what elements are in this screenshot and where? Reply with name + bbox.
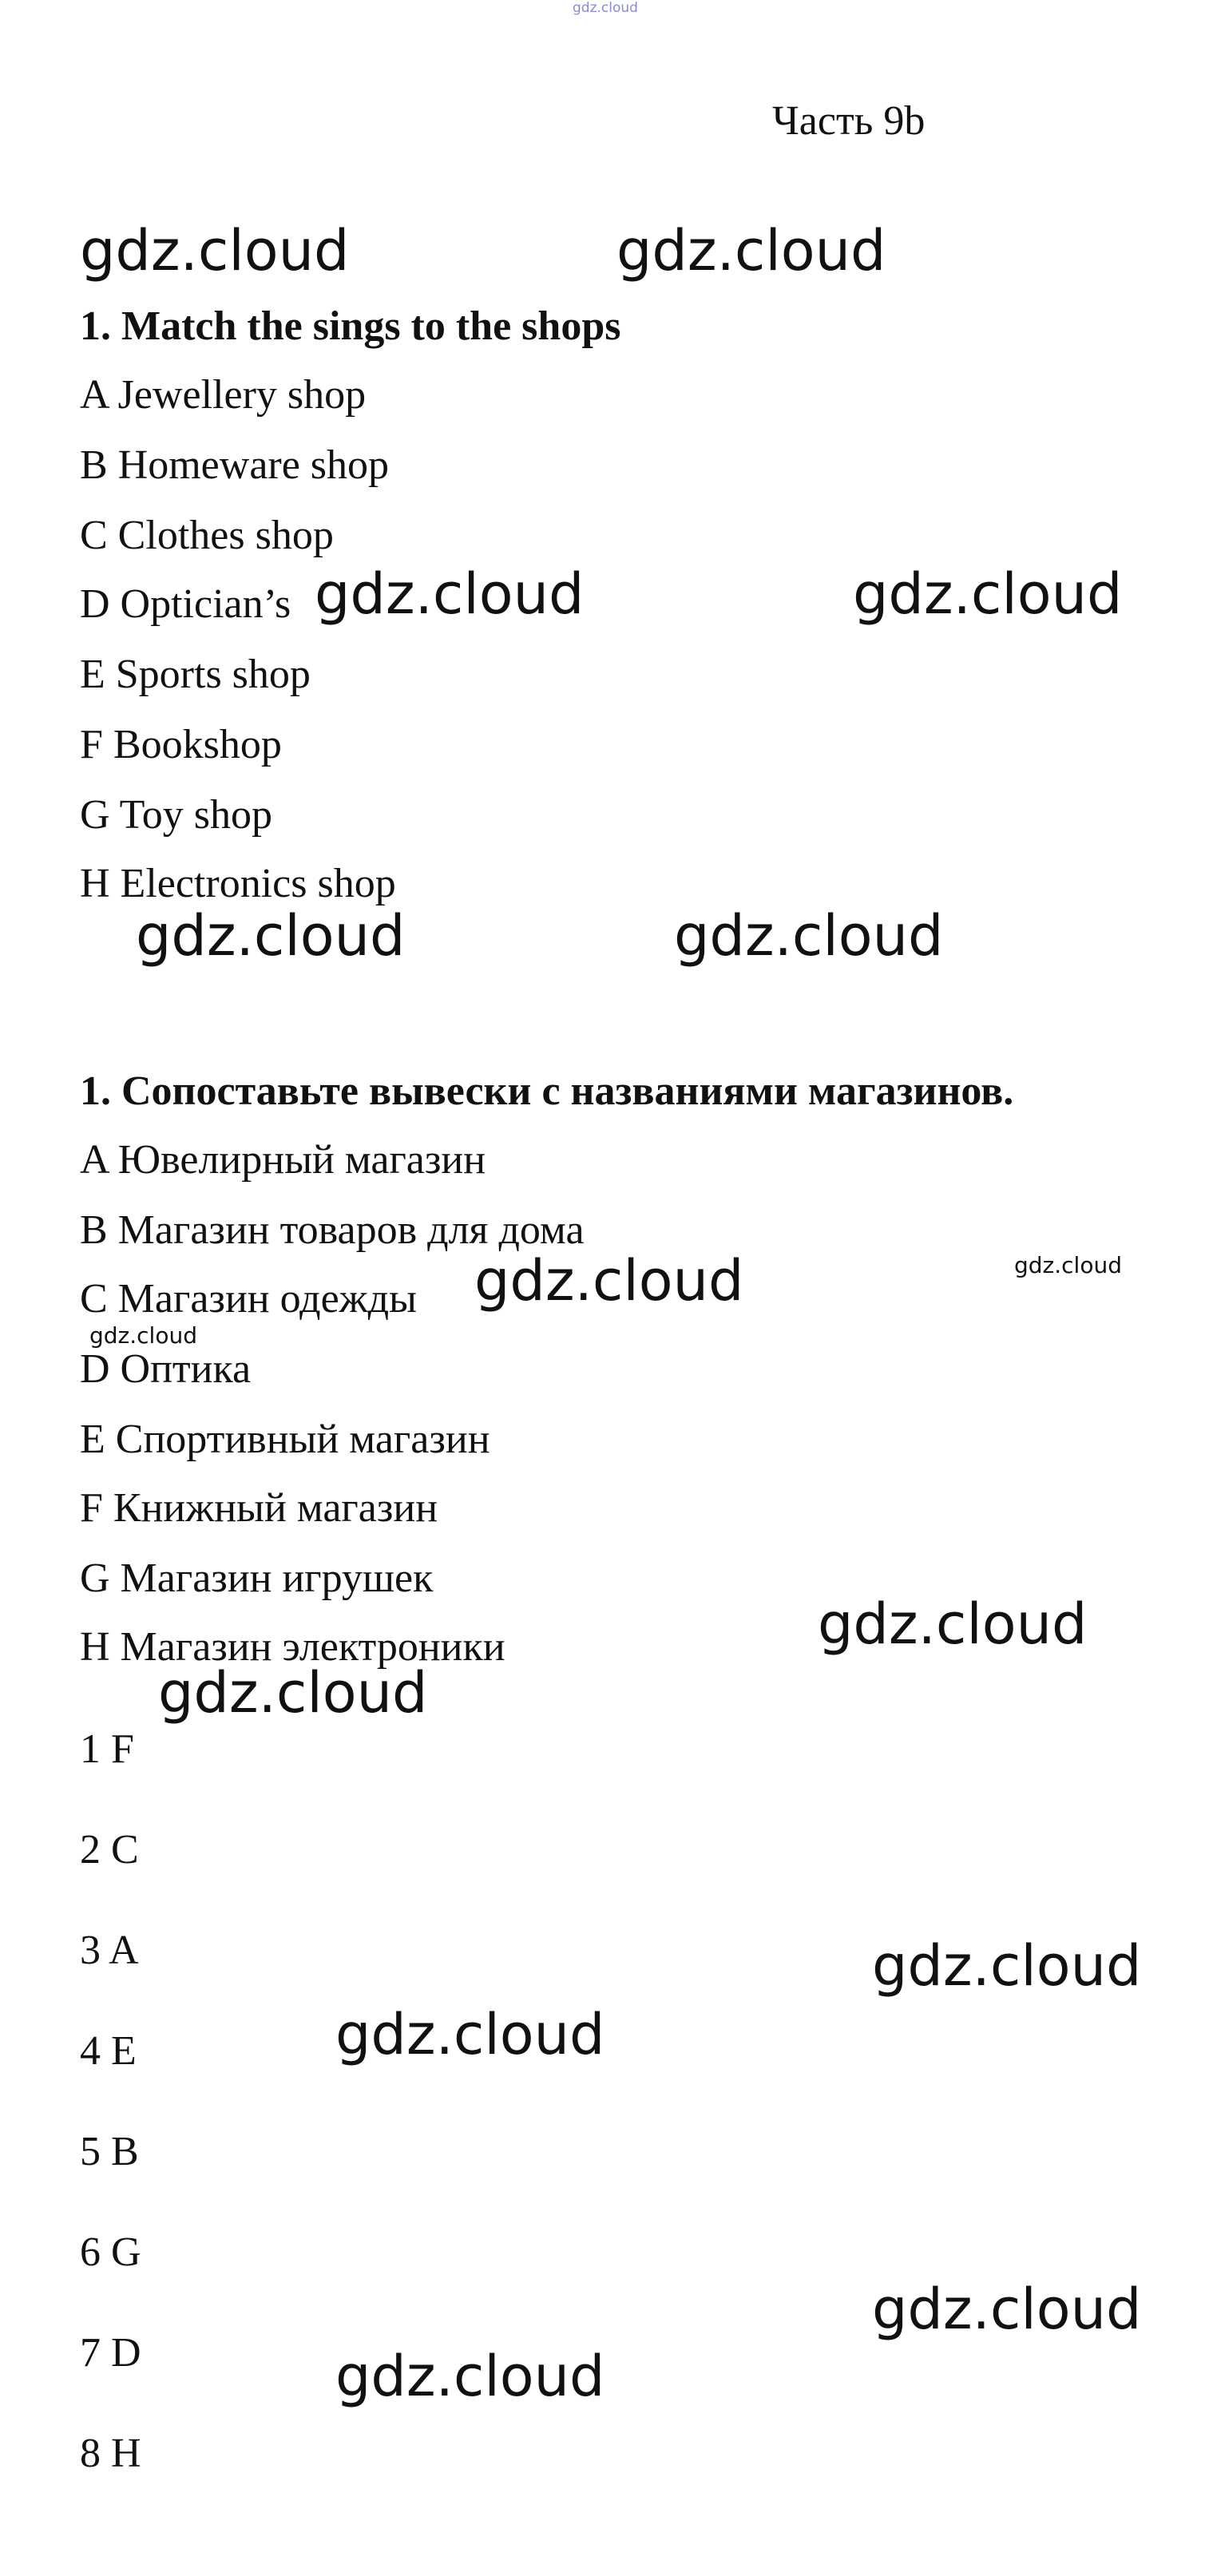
answer: 5 B (80, 2129, 139, 2174)
answer: 6 G (80, 2229, 141, 2275)
russian-item: A Ювелирный магазин (80, 1137, 486, 1183)
english-heading: 1. Match the sings to the shops (80, 303, 621, 349)
watermark: gdz.cloud (136, 903, 406, 969)
russian-item: G Магазин игрушек (80, 1556, 434, 1601)
english-item: C Clothes shop (80, 513, 334, 558)
answer: 7 D (80, 2330, 141, 2376)
watermark: gdz.cloud (315, 561, 585, 627)
russian-item: E Спортивный магазин (80, 1417, 490, 1462)
watermark: gdz.cloud (872, 1933, 1142, 1999)
english-item: G Toy shop (80, 792, 272, 838)
part-title: Часть 9b (772, 98, 926, 144)
russian-item: D Оптика (80, 1346, 252, 1392)
russian-item: F Книжный магазин (80, 1485, 438, 1531)
watermark-small: gdz.cloud (89, 1322, 197, 1349)
watermark: gdz.cloud (818, 1591, 1088, 1657)
watermark: gdz.cloud (474, 1248, 744, 1314)
russian-item: C Магазин одежды (80, 1276, 417, 1322)
watermark: gdz.cloud (335, 2344, 605, 2409)
russian-item: H Магазин электроники (80, 1624, 505, 1670)
watermark: gdz.cloud (616, 218, 886, 283)
answer: 2 C (80, 1827, 139, 1873)
answer: 1 F (80, 1726, 134, 1772)
watermark: gdz.cloud (674, 903, 944, 969)
english-item: D Optician’s (80, 581, 291, 627)
top-watermark: gdz.cloud (573, 0, 638, 16)
watermark: gdz.cloud (872, 2277, 1142, 2342)
russian-item: B Магазин товаров для дома (80, 1207, 585, 1253)
english-item: H Electronics shop (80, 861, 396, 906)
english-item: F Bookshop (80, 722, 282, 767)
watermark: gdz.cloud (853, 561, 1123, 627)
watermark: gdz.cloud (158, 1660, 428, 1726)
english-item: B Homeware shop (80, 442, 390, 488)
russian-heading: 1. Сопоставьте вывески с названиями магазинов. (80, 1068, 1014, 1114)
watermark: gdz.cloud (335, 2002, 605, 2067)
answer: 4 E (80, 2028, 137, 2074)
watermark: gdz.cloud (80, 218, 350, 283)
answer: 3 A (80, 1928, 139, 1973)
english-item: A Jewellery shop (80, 372, 367, 418)
watermark-small: gdz.cloud (1014, 1252, 1122, 1278)
english-item: E Sports shop (80, 652, 311, 697)
answer: 8 H (80, 2431, 141, 2476)
